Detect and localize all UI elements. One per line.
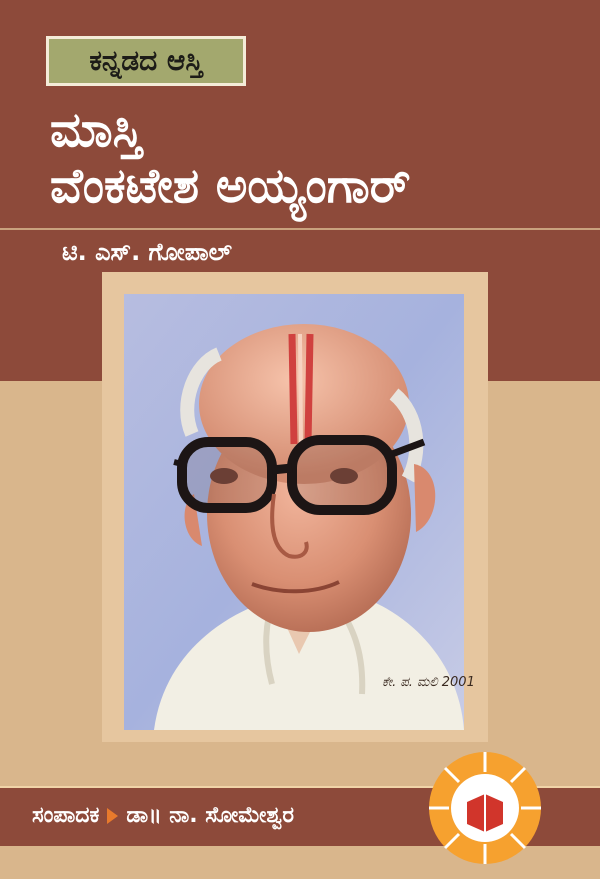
title-line-1: ಮಾಸ್ತಿ: [50, 102, 143, 158]
title-line-2: ವೆಂಕಟೇಶ ಅಯ್ಯಂಗಾರ್: [50, 158, 411, 214]
divider-line: [0, 228, 600, 230]
author-name: ಟಿ. ಎಸ್. ಗೋಪಾಲ್: [62, 238, 232, 266]
right-eye: [330, 468, 358, 484]
tilak-mark-3: [300, 334, 301, 444]
play-triangle-icon: [107, 808, 118, 824]
tilak-mark-2: [308, 334, 310, 444]
publisher-logo: [425, 748, 545, 868]
series-text: ಕನ್ನಡದ ಆಸ್ತಿ: [89, 44, 203, 77]
left-eye: [210, 468, 238, 484]
artist-signature: ಕೇ. ಪ. ಮಲಿ 2001: [382, 675, 475, 690]
editor-name: ಡಾ॥ ನಾ. ಸೋಮೇಶ್ವರ: [126, 803, 295, 828]
series-label: [46, 36, 246, 86]
editor-credit: [32, 803, 294, 828]
editor-label: ಸಂಪಾದಕ: [32, 803, 100, 828]
tilak-mark-1: [292, 334, 294, 444]
portrait-painting: [124, 294, 475, 730]
book-title: [50, 102, 570, 214]
